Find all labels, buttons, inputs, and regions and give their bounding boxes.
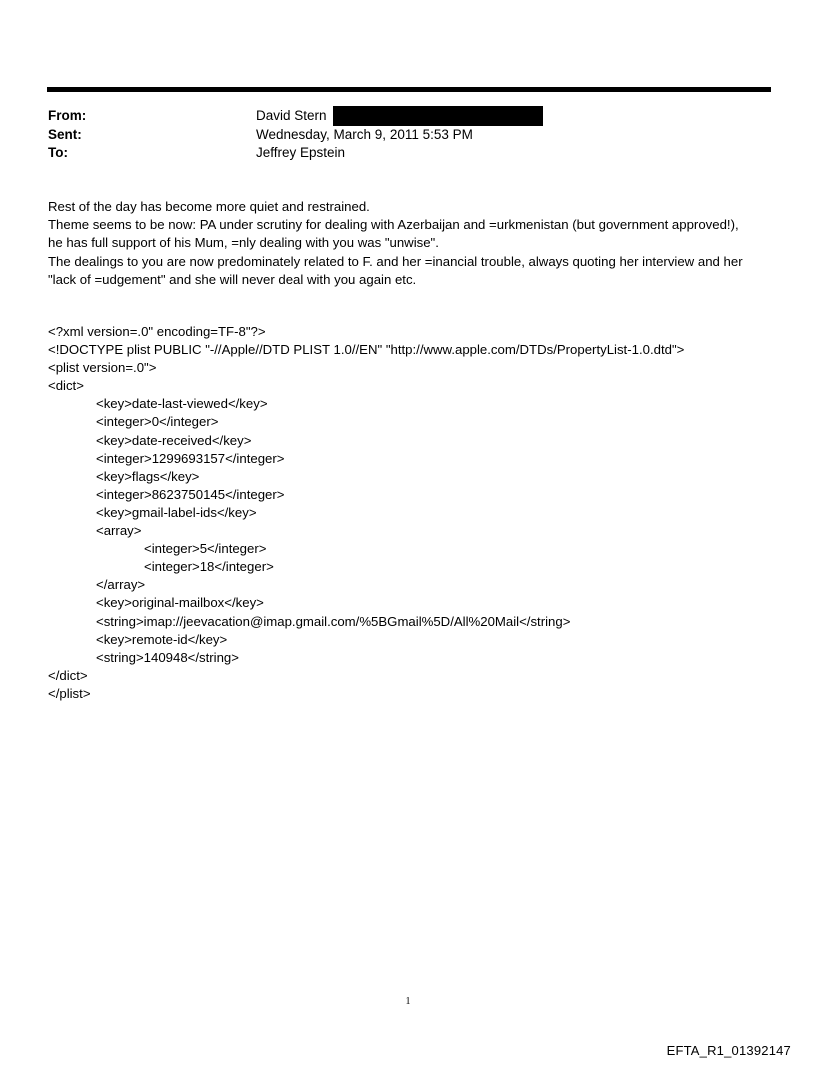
plist-line: <key>original-mailbox</key> xyxy=(96,595,264,611)
plist-metadata xyxy=(48,323,788,703)
body-line: Rest of the day has become more quiet and restrained. xyxy=(48,199,370,214)
plist-line: <dict> xyxy=(48,378,84,394)
sent-value: Wednesday, March 9, 2011 5:53 PM xyxy=(256,126,473,142)
body-line: Theme seems to be now: PA under scrutiny for dealing with Azerbaijan and =urkmenistan (but government approved!), xyxy=(48,217,739,233)
plist-line: <integer>8623750145</integer> xyxy=(96,486,285,502)
sent-row xyxy=(48,126,768,145)
plist-line: <plist version=.0"> xyxy=(48,360,157,376)
header-divider xyxy=(47,87,771,92)
to-label: To: xyxy=(48,145,68,160)
plist-line: <?xml version=.0" encoding=TF-8"?> xyxy=(48,324,266,339)
plist-line: <key>date-received</key> xyxy=(96,432,252,448)
plist-line: <!DOCTYPE plist PUBLIC "-//Apple//DTD PLIST 1.0//EN" "http://www.apple.com/DTDs/PropertyList-1.0.dtd"> xyxy=(48,342,685,358)
body-line: The dealings to you are now predominately related to F. and her =inancial trouble, always quoting her interview and her xyxy=(48,253,743,269)
plist-line: <key>date-last-viewed</key> xyxy=(96,396,268,412)
plist-line: <string>140948</string> xyxy=(96,649,239,665)
plist-line: <key>remote-id</key> xyxy=(96,631,228,647)
document-id: EFTA_R1_01392147 xyxy=(666,1043,791,1058)
from-label: From: xyxy=(48,108,87,123)
plist-line: <string>imap://jeevacation@imap.gmail.com/%5BGmail%5D/All%20Mail</string> xyxy=(96,613,571,629)
plist-line: <integer>0</integer> xyxy=(96,414,219,430)
redaction-box xyxy=(333,106,543,126)
plist-line: <integer>1299693157</integer> xyxy=(96,450,285,466)
plist-line: <key>gmail-label-ids</key> xyxy=(96,504,257,520)
to-value: Jeffrey Epstein xyxy=(256,145,346,160)
plist-line: <array> xyxy=(96,523,142,539)
from-value: David Stern xyxy=(256,108,327,123)
body-line: "lack of =udgement" and she will never deal with you again etc. xyxy=(48,271,417,287)
plist-line: <key>flags</key> xyxy=(96,468,200,484)
plist-line: </array> xyxy=(96,577,146,593)
body-line: he has full support of his Mum, =nly dealing with you was "unwise". xyxy=(48,235,439,251)
plist-line: <integer>18</integer> xyxy=(144,559,274,575)
plist-line: </plist> xyxy=(48,685,91,701)
email-body xyxy=(48,198,778,289)
page-number: 1 xyxy=(405,996,411,1007)
from-row xyxy=(48,107,768,126)
plist-line: </dict> xyxy=(48,667,88,683)
to-row xyxy=(48,144,768,163)
from-value-container xyxy=(256,106,543,126)
plist-line: <integer>5</integer> xyxy=(144,541,267,557)
sent-label: Sent: xyxy=(48,126,82,142)
email-header xyxy=(48,107,768,163)
